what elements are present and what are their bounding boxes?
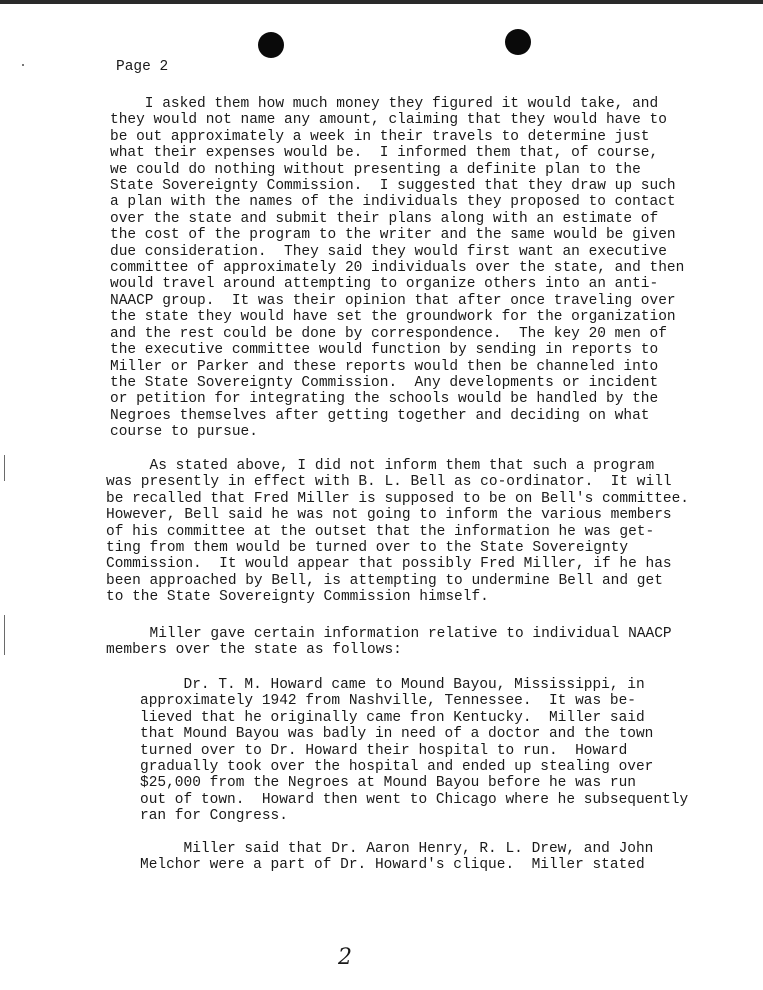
paragraph-dr-howard (140, 677, 688, 825)
text-line: gradually took over the hospital and ended up stealing over (140, 759, 654, 776)
text-line: we could do nothing without presenting a definite plan to the (110, 161, 641, 178)
text-line: NAACP group. It was their opinion that after once traveling over (110, 292, 676, 309)
text-line: what their expenses would be. I informed them that, of course, (110, 145, 659, 162)
text-line: Miller said that Dr. Aaron Henry, R. L. Drew, and John (140, 841, 654, 857)
text-line: over the state and submit their plans along with an estimate of (110, 210, 659, 227)
text-line: the cost of the program to the writer and the same would be given (110, 227, 676, 244)
paragraph-naacp-intro (106, 626, 672, 659)
text-line: Miller or Parker and these reports would then be channeled into (110, 358, 659, 375)
text-line: was presently in effect with B. L. Bell as co-ordinator. It will (106, 474, 672, 491)
text-line: would travel around attempting to organize others into an anti- (110, 276, 659, 293)
text-line: be recalled that Fred Miller is supposed to be on Bell's committee. (106, 490, 689, 507)
page-number-label: Page 2 (116, 59, 169, 75)
text-line: and the rest could be done by correspondence. The key 20 men of (110, 325, 667, 342)
text-line: Commission. It would appear that possibly Fred Miller, if he has (106, 556, 672, 573)
margin-mark (4, 615, 5, 655)
text-line: the state they would have set the groundwork for the organization (110, 309, 676, 326)
text-line: of his committee at the outset that the information he was get- (106, 523, 655, 540)
text-line: State Sovereignty Commission. I suggested that they draw up such (110, 178, 676, 195)
paragraph-money-discussion (110, 96, 684, 441)
text-line: lieved that he originally came fron Kentucky. Miller said (140, 709, 645, 726)
paragraph-bell-program (106, 458, 689, 606)
handwritten-page-mark: 2 (338, 945, 352, 970)
text-line: Miller gave certain information relative to individual NAACP (106, 626, 672, 642)
text-line: turned over to Dr. Howard their hospital to run. Howard (140, 742, 628, 759)
punch-hole-left (258, 32, 284, 58)
text-line: the State Sovereignty Commission. Any developments or incident (110, 374, 659, 391)
paragraph-howard-clique (140, 841, 653, 874)
top-scan-edge (0, 0, 763, 4)
text-line: I asked them how much money they figured it would take, and (110, 96, 659, 112)
scan-speck (22, 64, 24, 66)
text-line: Melchor were a part of Dr. Howard's clique. Miller stated (140, 857, 645, 874)
text-line: Negroes themselves after getting together and deciding on what (110, 407, 650, 424)
text-line: As stated above, I did not inform them that such a program (106, 458, 655, 474)
text-line: out of town. Howard then went to Chicago where he subsequently (140, 791, 689, 808)
text-line: to the State Sovereignty Commission himself. (106, 589, 489, 606)
text-line: the executive committee would function by sending in reports to (110, 342, 659, 359)
text-line: Dr. T. M. Howard came to Mound Bayou, Mississippi, in (140, 677, 645, 693)
text-line: $25,000 from the Negroes at Mound Bayou before he was run (140, 775, 636, 792)
text-line: or petition for integrating the schools would be handled by the (110, 391, 659, 408)
text-line: approximately 1942 from Nashville, Tennessee. It was be- (140, 693, 636, 710)
punch-hole-right (505, 29, 531, 55)
text-line: course to pursue. (110, 424, 258, 441)
text-line: been approached by Bell, is attempting to undermine Bell and get (106, 572, 663, 589)
text-line: However, Bell said he was not going to inform the various members (106, 507, 672, 524)
text-line: members over the state as follows: (106, 642, 402, 659)
margin-mark (4, 455, 5, 481)
text-line: ran for Congress. (140, 808, 288, 825)
text-line: a plan with the names of the individuals they proposed to contact (110, 194, 676, 211)
text-line: committee of approximately 20 individuals over the state, and then (110, 260, 685, 277)
text-line: ting from them would be turned over to the State Sovereignty (106, 540, 629, 557)
text-line: be out approximately a week in their travels to determine just (110, 128, 650, 145)
text-line: due consideration. They said they would first want an executive (110, 243, 667, 260)
text-line: they would not name any amount, claiming that they would have to (110, 112, 667, 129)
text-line: that Mound Bayou was badly in need of a doctor and the town (140, 726, 654, 743)
